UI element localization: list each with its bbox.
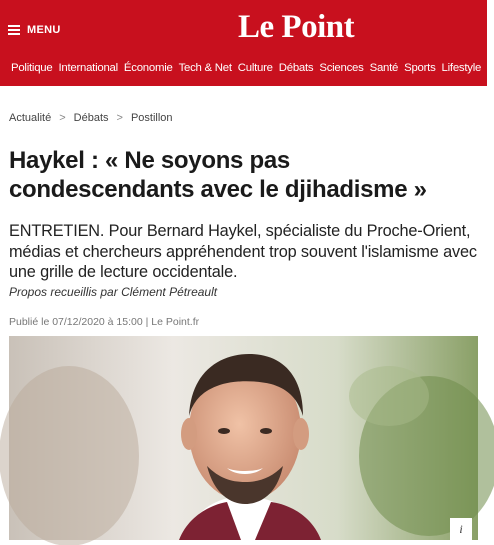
article-byline bbox=[9, 285, 217, 299]
nav-item-santé[interactable]: Santé bbox=[369, 62, 399, 74]
nav-item-débats[interactable]: Débats bbox=[278, 62, 314, 74]
article-title: Haykel : « Ne soyons pas condescendants avec le djihadisme » bbox=[9, 147, 427, 203]
chevron-right-icon: > bbox=[116, 112, 123, 124]
nav-item-sciences[interactable]: Sciences bbox=[319, 62, 364, 74]
nav-item-international[interactable]: International bbox=[58, 62, 118, 74]
article-meta: Publié le 07/12/2020 à 15:00 | Le Point.fr bbox=[9, 316, 200, 328]
main-nav bbox=[0, 56, 494, 80]
chevron-right-icon: > bbox=[59, 112, 66, 124]
nav-item-économie[interactable]: Économie bbox=[123, 62, 173, 74]
portrait-image bbox=[9, 336, 478, 540]
nav-item-lifestyle[interactable]: Lifestyle bbox=[441, 62, 482, 74]
byline-author-link[interactable]: Clément Pétreault bbox=[121, 285, 218, 299]
menu-button[interactable] bbox=[8, 20, 61, 40]
article-lead: ENTRETIEN. Pour Bernard Haykel, spécialiste du Proche-Orient, médias et chercheurs appréhendent trop souvent l'islamisme avec une grille de lecture occidentale. bbox=[9, 222, 477, 281]
breadcrumb bbox=[9, 110, 173, 126]
byline-prefix: Propos recueillis par bbox=[9, 285, 118, 299]
breadcrumb-link[interactable]: Actualité bbox=[9, 112, 52, 124]
nav-item-tech-net[interactable]: Tech & Net bbox=[178, 62, 232, 74]
article-photo bbox=[9, 336, 478, 540]
nav-item-a[interactable]: A bbox=[487, 62, 494, 74]
nav-item-politique[interactable]: Politique bbox=[11, 62, 53, 74]
menu-label: MENU bbox=[27, 24, 61, 36]
nav-item-sports[interactable]: Sports bbox=[404, 62, 436, 74]
nav-item-culture[interactable]: Culture bbox=[237, 62, 273, 74]
site-header bbox=[0, 0, 494, 86]
site-logo[interactable]: Le Point bbox=[238, 9, 355, 45]
info-icon[interactable]: i bbox=[450, 518, 472, 540]
breadcrumb-link[interactable]: Postillon bbox=[130, 112, 173, 124]
breadcrumb-link[interactable]: Débats bbox=[73, 112, 109, 124]
hamburger-icon bbox=[8, 25, 20, 35]
